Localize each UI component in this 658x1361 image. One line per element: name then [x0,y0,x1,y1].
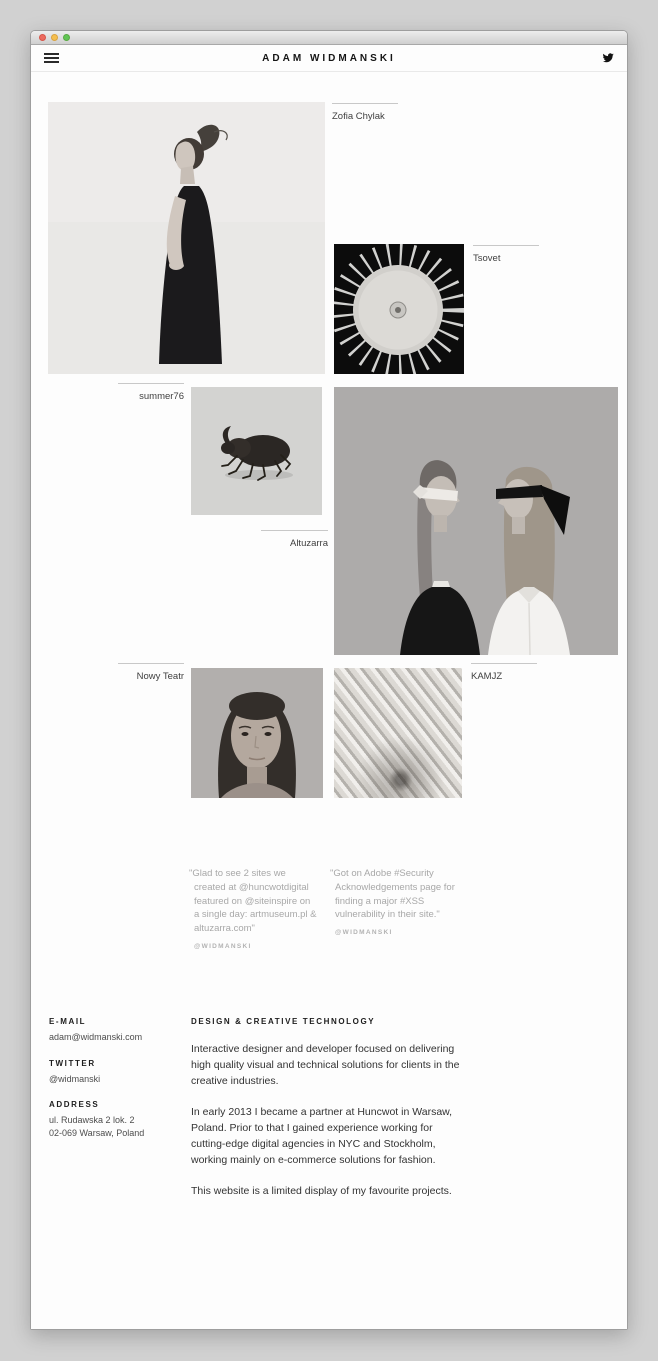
tweet-quote [189,867,317,950]
window-zoom-button[interactable] [63,34,70,41]
project-label-text: Zofia Chylak [332,111,385,122]
project-image-nowy-teatr[interactable] [191,668,323,798]
footer-contact-column [49,1017,179,1154]
footer-about-column [191,1017,466,1216]
address-block [49,1100,179,1139]
twitter-heading: TWITTER [49,1058,96,1068]
address-line: ul. Rudawska 2 lok. 2 [49,1115,135,1126]
project-image-tsovet[interactable] [334,244,464,374]
tweet-quote-text: "Glad to see 2 sites we created at @huncwotdigital featured on @siteinspire on a single day: artmuseum.pl & altuzarra.com" [189,868,317,935]
label-rule [473,245,539,246]
project-label-kamjz[interactable] [471,663,537,682]
two-blindfolded-models-photo [334,387,618,655]
tweet-quote-attribution: @WIDMANSKI [194,942,252,950]
browser-window [30,30,628,1330]
project-image-altuzarra[interactable] [334,387,618,655]
watch-dial-photo [334,244,464,374]
email-link[interactable]: adam@widmanski.com [49,1032,143,1042]
label-rule [118,383,184,384]
email-heading: E-MAIL [49,1017,87,1026]
tweet-quote-text: "Got on Adobe #Security Acknowledgements page for finding a major #XSS vulnerability in their site." [330,868,455,921]
about-heading: DESIGN & CREATIVE TECHNOLOGY [191,1017,376,1026]
label-rule [471,663,537,664]
tweet-quote [330,867,458,936]
tweet-quote-attribution: @WIDMANSKI [335,929,393,937]
twitter-icon[interactable] [602,52,614,64]
woman-portrait-photo [191,668,323,798]
beetle-photo [191,387,322,515]
label-rule [332,103,398,104]
about-paragraph: In early 2013 I became a partner at Huncwot in Warsaw, Poland. Prior to that I gained experience working for cutting-edge digital agencies in NYC and Stockholm, working mainly on e-commerce solutions for fashion. [191,1106,453,1166]
site-title: ADAM WIDMANSKI [262,53,396,64]
project-label-zofia-chylak[interactable] [332,103,398,122]
about-paragraph: Interactive designer and developer focused on delivering high quality visual and technical solutions for clients in the creative industries. [191,1043,460,1087]
label-rule [261,530,328,531]
project-label-text: Nowy Teatr [136,671,184,682]
project-image-zofia-chylak[interactable] [48,102,325,374]
window-titlebar[interactable] [31,31,627,45]
twitter-handle-link[interactable]: @widmanski [49,1073,101,1084]
project-label-summer76[interactable] [118,383,184,402]
project-label-text: Altuzarra [289,538,328,549]
window-minimize-button[interactable] [51,34,58,41]
about-paragraph: This website is a limited display of my favourite projects. [191,1185,452,1198]
label-rule [118,663,184,664]
address-heading: ADDRESS [49,1100,100,1110]
project-label-text: KAMJZ [471,671,503,682]
woman-in-black-dress-photo [48,102,325,374]
email-block [49,1017,179,1044]
project-label-altuzarra[interactable] [261,530,328,549]
site-header [31,45,627,72]
project-label-nowy-teatr[interactable] [118,663,184,682]
window-close-button[interactable] [39,34,46,41]
project-image-kamjz[interactable] [334,668,462,798]
project-label-text: Tsovet [473,253,501,264]
twitter-block [49,1059,179,1086]
project-image-summer76[interactable] [191,387,322,515]
address-line: 02-069 Warsaw, Poland [49,1127,145,1138]
project-label-text: summer76 [139,391,184,402]
project-label-tsovet[interactable] [473,245,539,264]
page [31,45,627,1329]
